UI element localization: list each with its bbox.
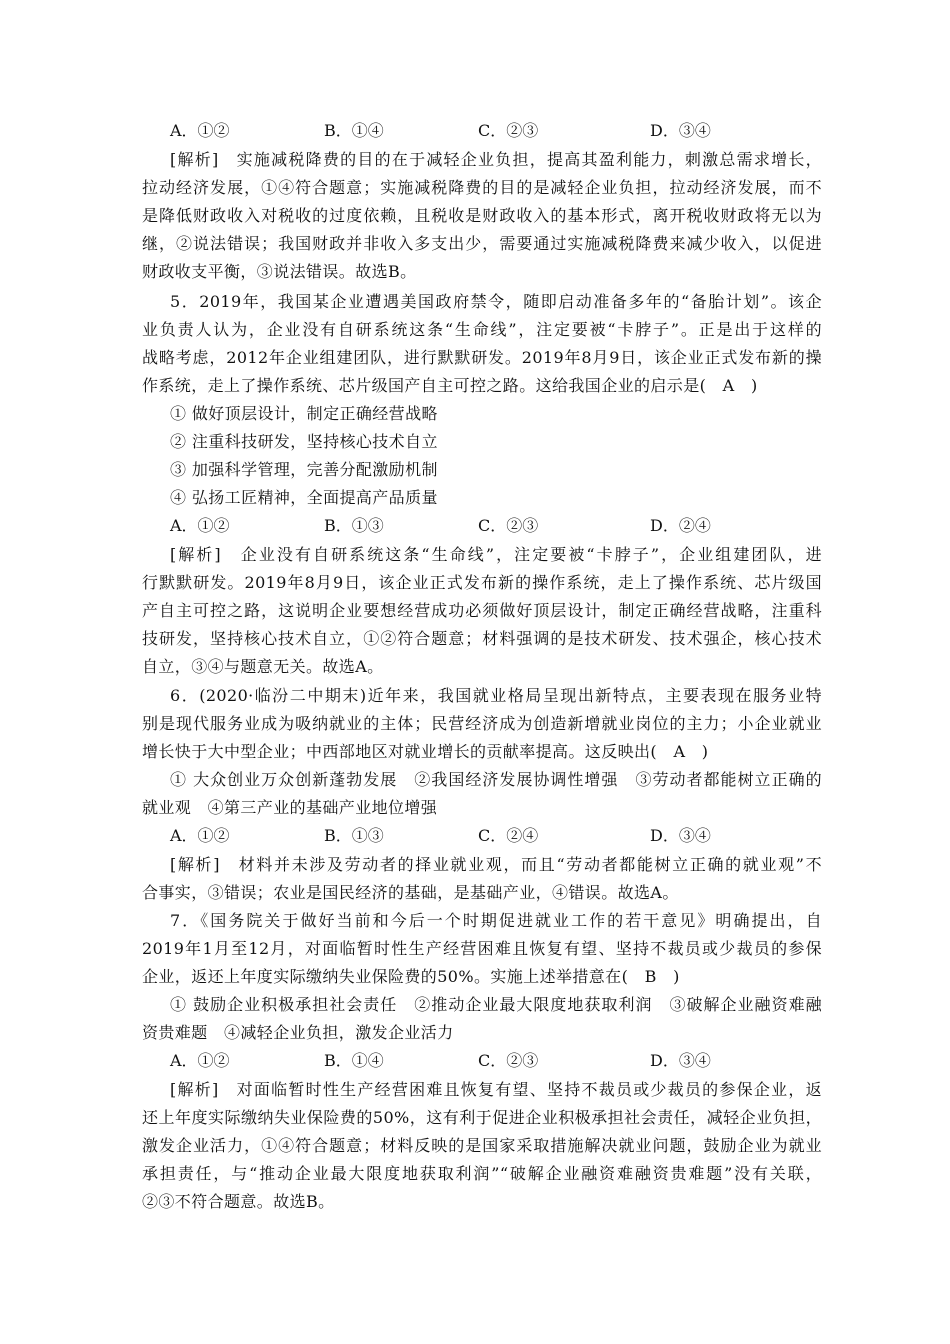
q7-analysis-line: 承担责任，与“推动企业最大限度地获取利润”“破解企业融资难融资贵难题”没有关联， (142, 1164, 822, 1183)
q6-stem-line: 别是现代服务业成为吸纳就业的主体；民营经济成为创造新增就业岗位的主力；小企业就业 (142, 714, 822, 733)
q5-analysis-line: 行默默研发。2019年8月9日，该企业正式发布新的操作系统，走上了操作系统、芯片级国 (142, 573, 822, 592)
q6-item-line: 就业观 ④第三产业的基础产业地位增强 (142, 798, 438, 817)
q5-analysis-line: 产自主可控之路，这说明企业要想经营成功必须做好顶层设计，制定正确经营战略，注重科 (142, 601, 822, 620)
q4-option-c: C．②③ (478, 121, 539, 140)
q7-stem-line: 企业，返还上年度实际缴纳失业保险费的50%。实施上述举措意在( B ) (142, 967, 680, 986)
q4-analysis-line: [解析] 实施减税降费的目的在于减轻企业负担，提高其盈利能力，刺激总需求增长， (170, 150, 822, 169)
q4-analysis-line: 是降低财政收入对税收的过度依赖，且税收是财政收入的基本形式，离开税收财政将无以为 (142, 206, 822, 225)
q7-option-a: A．①② (170, 1051, 230, 1070)
q7-stem-line: 7．《国务院关于做好当前和今后一个时期促进就业工作的若干意见》明确提出，自 (170, 911, 822, 930)
q4-option-a: A．①② (170, 121, 230, 140)
q5-option-d: D．②④ (650, 516, 711, 535)
q5-option-b: B．①③ (324, 516, 384, 535)
q5-stem-line: 5．2019年，我国某企业遭遇美国政府禁令，随即启动准备多年的“备胎计划”。该企 (170, 292, 822, 311)
q5-analysis-line: 自立，③④与题意无关。故选A。 (142, 657, 384, 676)
q4-option-d: D．③④ (650, 121, 711, 140)
q5-item: ① 做好顶层设计，制定正确经营战略 (170, 404, 438, 423)
q5-item: ② 注重科技研发，坚持核心技术自立 (170, 432, 438, 451)
q6-option-a: A．①② (170, 826, 230, 845)
q6-option-b: B．①③ (324, 826, 384, 845)
q6-stem-line: 增长快于大中型企业；中西部地区对就业增长的贡献率提高。这反映出( A ) (142, 742, 709, 761)
q7-analysis-line: 激发企业活力，①④符合题意；材料反映的是国家采取措施解决就业问题，鼓励企业为就业 (142, 1136, 822, 1155)
q7-stem-line: 2019年1月至12月，对面临暂时性生产经营困难且恢复有望、坚持不裁员或少裁员的参保 (142, 939, 822, 958)
q7-analysis-line: 还上年度实际缴纳失业保险费的50%，这有利于促进企业积极承担社会责任，减轻企业负担， (142, 1108, 822, 1127)
q7-option-d: D．③④ (650, 1051, 711, 1070)
q5-item: ③ 加强科学管理，完善分配激励机制 (170, 460, 438, 479)
q6-item-line: ① 大众创业万众创新蓬勃发展 ②我国经济发展协调性增强 ③劳动者都能树立正确的 (170, 770, 822, 789)
q4-option-b: B．①④ (324, 121, 384, 140)
q4-analysis-line: 拉动经济发展，①④符合题意；实施减税降费的目的是减轻企业负担，拉动经济发展，而不 (142, 178, 822, 197)
q5-stem-line: 业负责人认为，企业没有自研系统这条“生命线”，注定要被“卡脖子”。正是出于这样的 (142, 320, 822, 339)
q5-option-c: C．②③ (478, 516, 539, 535)
q5-item: ④ 弘扬工匠精神，全面提高产品质量 (170, 488, 438, 507)
q5-analysis-line: 技研发，坚持核心技术自立，①②符合题意；材料强调的是技术研发、技术强企，核心技术 (142, 629, 822, 648)
q6-analysis-line: 合事实，③错误；农业是国民经济的基础，是基础产业，④错误。故选A。 (142, 883, 679, 902)
q6-option-d: D．③④ (650, 826, 711, 845)
q7-analysis-line: [解析] 对面临暂时性生产经营困难且恢复有望、坚持不裁员或少裁员的参保企业，返 (170, 1080, 822, 1099)
q4-analysis-line: 继，②说法错误；我国财政并非收入多支出少，需要通过实施减税降费来减少收入，以促进 (142, 234, 822, 253)
q7-option-c: C．②③ (478, 1051, 539, 1070)
q5-stem-line: 战略考虑，2012年企业组建团队，进行默默研发。2019年8月9日，该企业正式发布新的操 (142, 348, 822, 367)
q5-option-a: A．①② (170, 516, 230, 535)
q7-analysis-line: ②③不符合题意。故选B。 (142, 1192, 335, 1211)
q6-option-c: C．②④ (478, 826, 539, 845)
q6-stem-line: 6．(2020·临汾二中期末)近年来，我国就业格局呈现出新特点，主要表现在服务业特 (170, 686, 822, 705)
q5-stem-line: 作系统，走上了操作系统、芯片级国产自主可控之路。这给我国企业的启示是( A ) (142, 376, 758, 395)
q6-analysis-line: [解析] 材料并未涉及劳动者的择业就业观，而且“劳动者都能树立正确的就业观”不 (170, 855, 822, 874)
q7-item-line: 资贵难题 ④减轻企业负担，激发企业活力 (142, 1023, 454, 1042)
q7-item-line: ① 鼓励企业积极承担社会责任 ②推动企业最大限度地获取利润 ③破解企业融资难融 (170, 995, 822, 1014)
q4-analysis-line: 财政收支平衡，③说法错误。故选B。 (142, 262, 417, 281)
q5-analysis-line: [解析] 企业没有自研系统这条“生命线”，注定要被“卡脖子”，企业组建团队，进 (170, 545, 822, 564)
q7-option-b: B．①④ (324, 1051, 384, 1070)
